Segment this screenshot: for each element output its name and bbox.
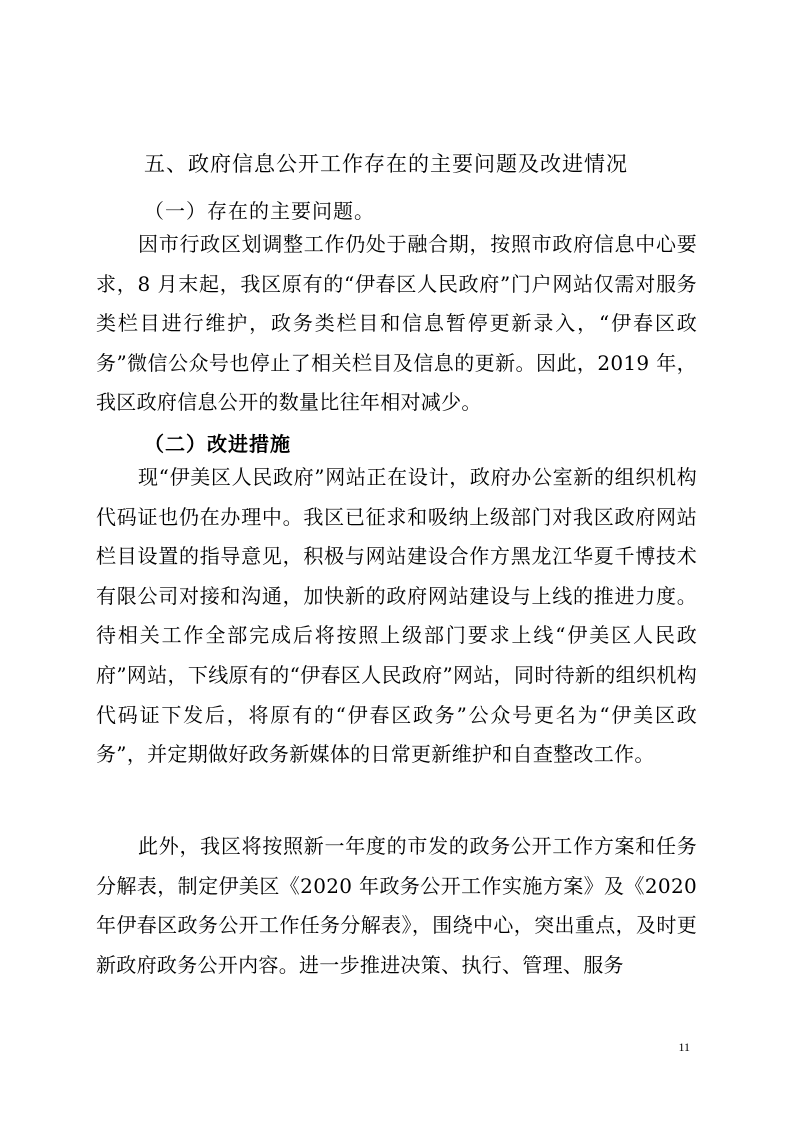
page-number: 11 bbox=[678, 1040, 690, 1054]
subsection-title-measures: （二）改进措施 bbox=[144, 432, 291, 456]
paragraph-problems: 因市行政区划调整工作仍处于融合期，按照市政府信息中心要求，8 月末起，我区原有的“伊春区人民政府”门户网站仅需对服务类栏目进行维护，政务类栏目和信息暂停更新录入，“伊春区政务”微信公众号也停止了相关栏目及信息的更新。因此，2019 年，我区政府信息公开的数量比往年相对减少。 bbox=[96, 232, 697, 415]
section-heading: 五、政府信息公开工作存在的主要问题及改进情况 bbox=[144, 152, 628, 176]
paragraph-additional: 此外，我区将按照新一年度的市发的政务公开工作方案和任务分解表，制定伊美区《2020 年政务公开工作实施方案》及《2020 年伊春区政务公开工作任务分解表》，围绕中心，突出重点，及时更新政府政务公开内容。进一步推进决策、执行、管理、服务 bbox=[96, 834, 697, 977]
paragraph-measures: 现“伊美区人民政府”网站正在设计，政府办公室新的组织机构代码证也仍在办理中。我区已征求和吸纳上级部门对我区政府网站栏目设置的指导意见，积极与网站建设合作方黑龙江华夏千博技术有限公司对接和沟通，加快新的政府网站建设与上线的推进力度。待相关工作全部完成后将按照上级部门要求上线“伊美区人民政府”网站，下线原有的“伊春区人民政府”网站，同时待新的组织机构代码证下发后，将原有的“伊春区政务”公众号更名为“伊美区政务”，并定期做好政务新媒体的日常更新维护和自查整改工作。 bbox=[96, 465, 697, 767]
subsection-title-problems: （一）存在的主要问题。 bbox=[144, 199, 375, 223]
